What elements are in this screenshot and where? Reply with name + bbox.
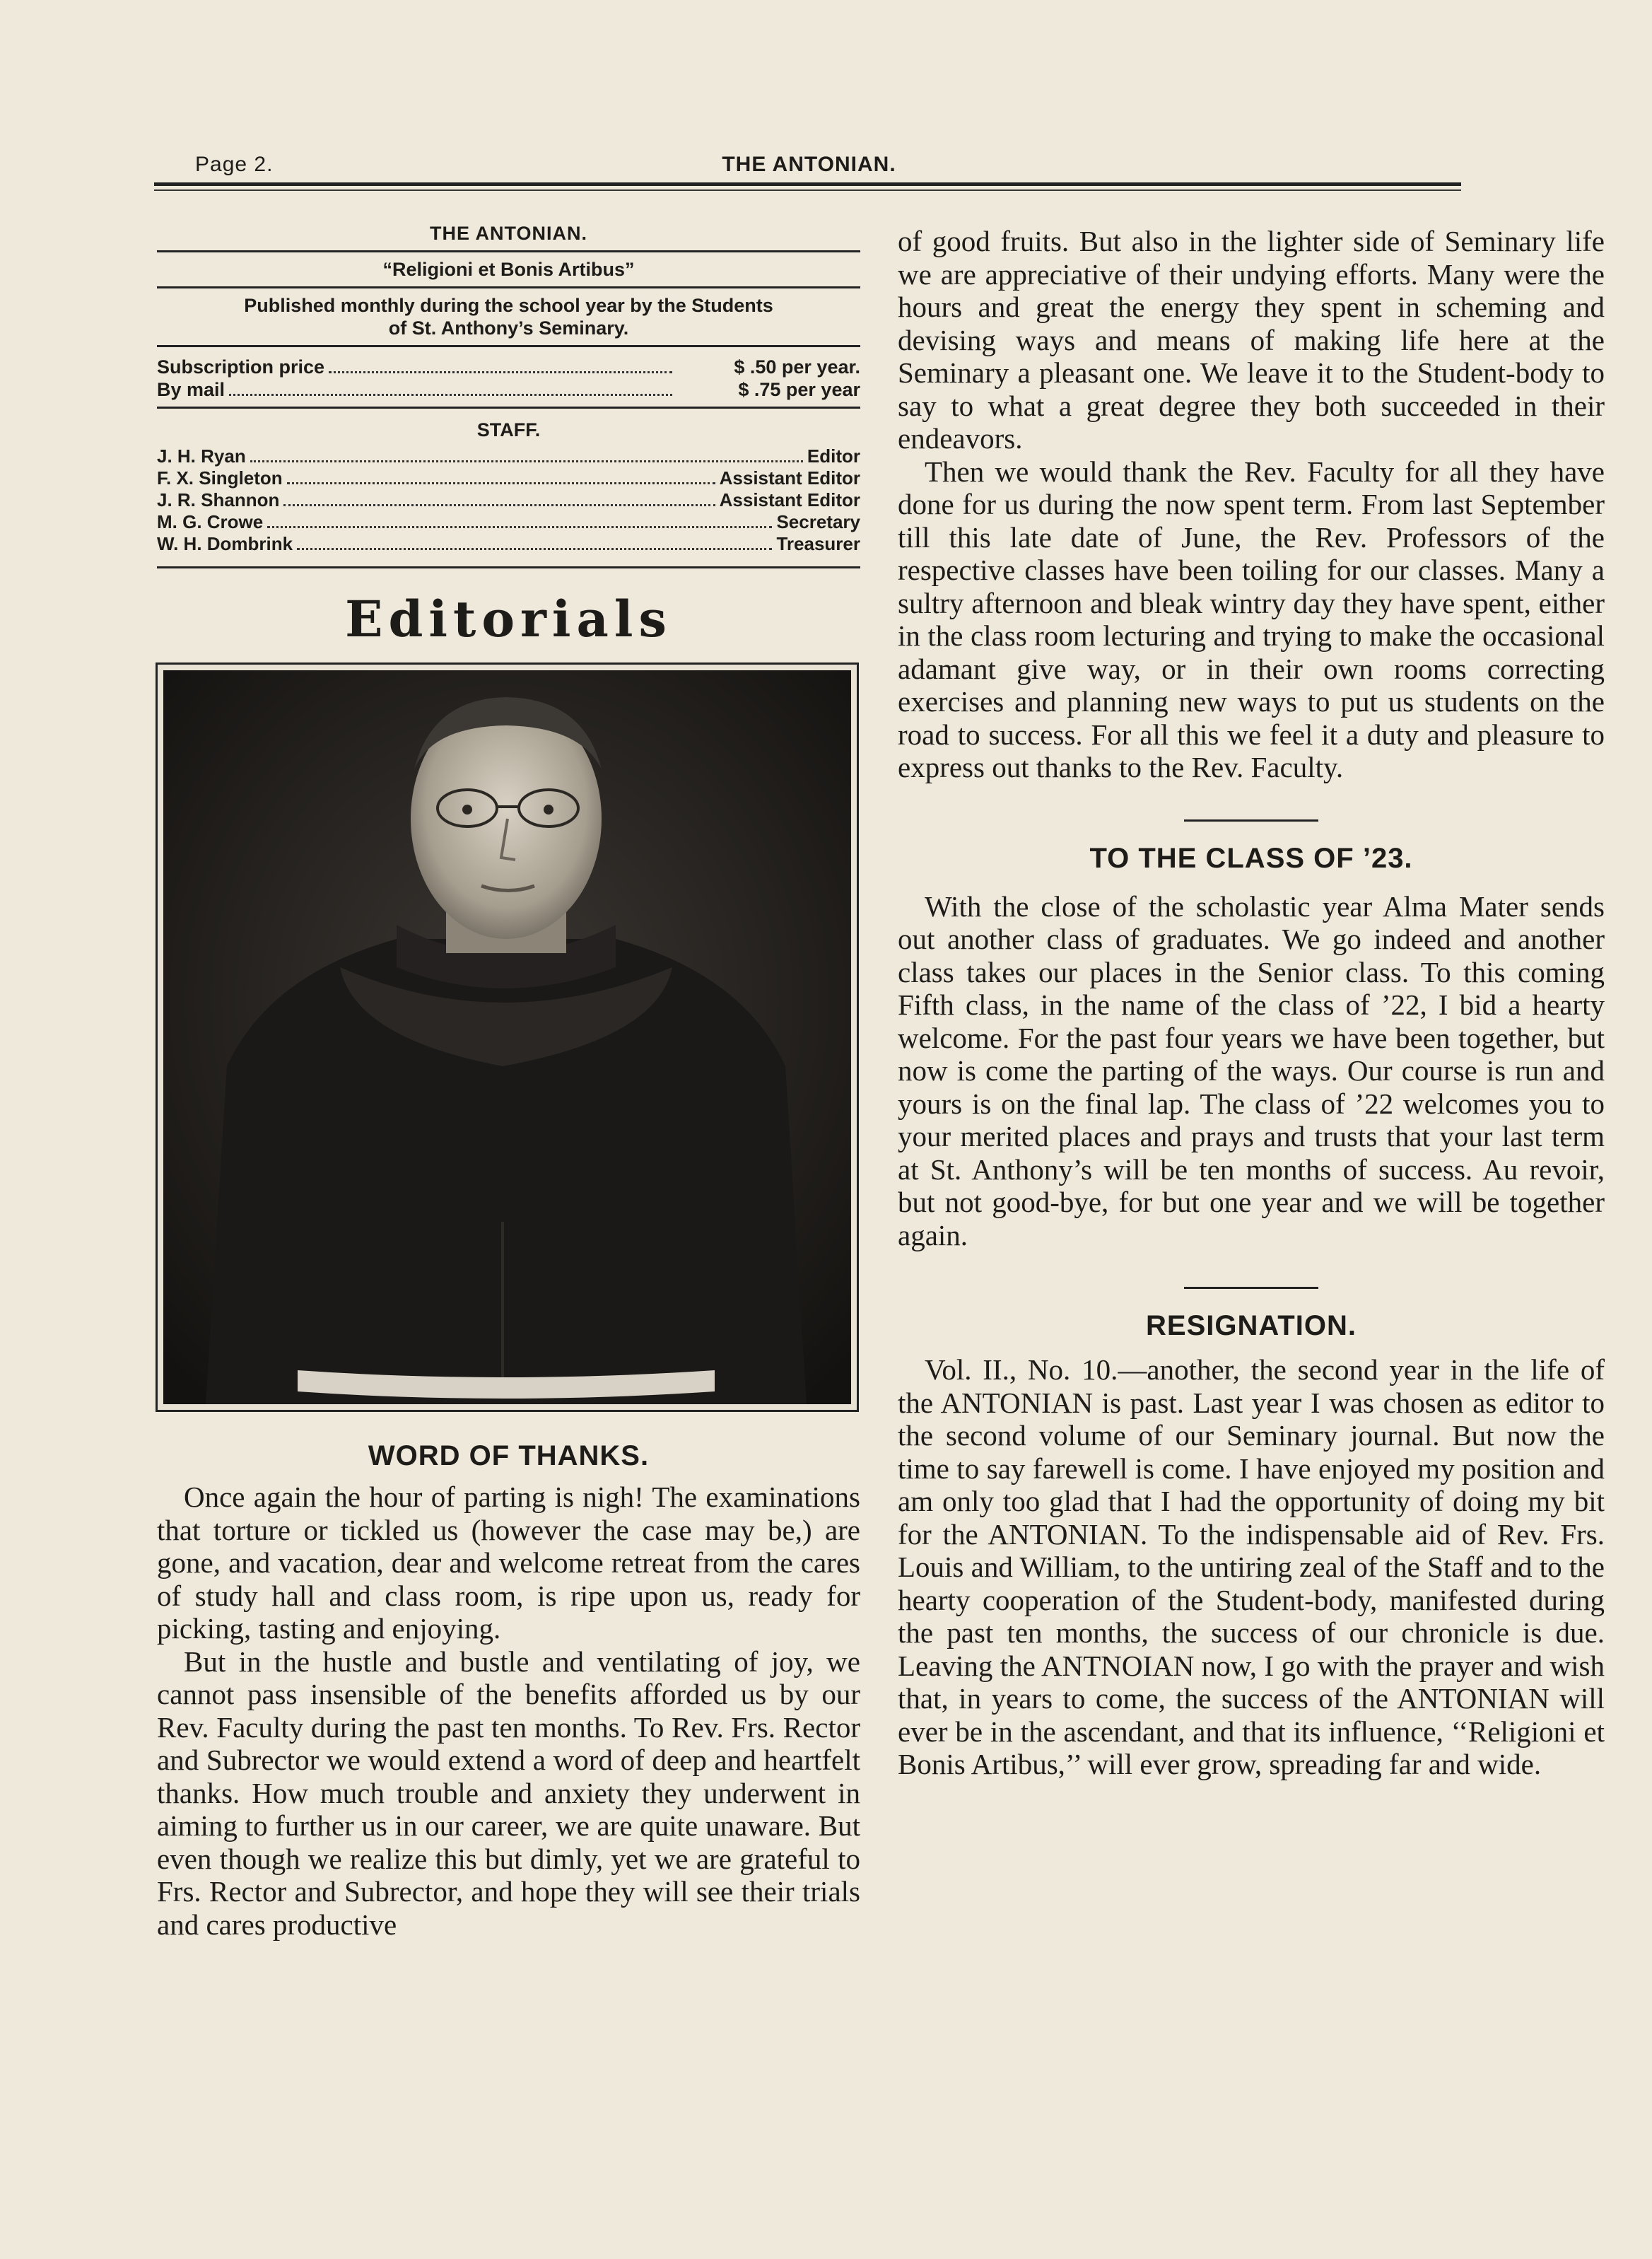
left-column <box>157 212 860 1941</box>
staff-role: Secretary <box>776 511 860 532</box>
staff-role: Treasurer <box>776 533 860 554</box>
section-divider <box>1184 819 1318 822</box>
staff-heading: STAFF. <box>476 419 541 440</box>
staff-row <box>157 533 860 555</box>
staff-name: J. H. Ryan <box>157 445 246 467</box>
word-of-thanks-article <box>157 1440 860 1941</box>
masthead <box>157 222 860 568</box>
article-heading: RESIGNATION. <box>1146 1310 1357 1341</box>
publisher-line: Published monthly during the school year by the Students <box>244 295 773 316</box>
staff-name: J. R. Shannon <box>157 489 280 510</box>
portrait-photo <box>163 670 851 1404</box>
section-divider <box>1184 1287 1318 1289</box>
paragraph: of good fruits. But also in the lighter side of Seminary life we are appreciative of their undying efforts. Many were the hours and great the energy they spent in scheming and devising ways and means of making life here at the Seminary a pleasant one. We leave it to the Student-body to say to what a great degree they both succeeded in their endeavors. <box>898 225 1605 455</box>
article-body <box>898 890 1605 1252</box>
price-label: Subscription price <box>157 356 325 378</box>
leader-dots <box>287 481 715 484</box>
price-amount: $ .75 per year <box>738 379 860 400</box>
article-heading: WORD OF THANKS. <box>368 1440 650 1471</box>
divider <box>157 407 860 409</box>
article-heading: TO THE CLASS OF ’23. <box>1089 842 1413 874</box>
continued-article-body <box>898 225 1605 784</box>
resignation-article <box>898 1310 1605 1781</box>
leader-dots <box>297 547 772 550</box>
portrait-frame <box>156 662 859 1412</box>
paragraph: Vol. II., No. 10.—another, the second year in the life of the ANTONIAN is past. Last year I was chosen as editor to the second volume of our Seminary journal. But now the time to say farewell is come. I have enjoyed my position and am only too glad that I had the opportunity of doing my bit for the ANTONIAN. To the indispensable aid of Rev. Frs. Louis and William, to the untiring zeal of the Staff and to the hearty cooperation of the Student-body, manifested during the past ten months, the success of our chronicle is due. Leaving the ANTNOIAN now, I go with the prayer and wish that, in years to come, the success of the ANTONIAN will ever be in the ascendant, and that its influence, ‘‘Religioni et Bonis Artibus,’’ will ever grow, spreading far and wide. <box>898 1353 1605 1780</box>
staff-role: Editor <box>807 445 860 467</box>
staff-role: Assistant Editor <box>719 489 860 510</box>
divider <box>157 286 860 288</box>
paragraph: Then we would thank the Rev. Faculty for all they have done for us during the now spent term. From last September till this late date of June, the Rev. Professors of the respective classes have been toiling for our classes. Many a sultry afternoon and bleak wintry day they have spent, either in the class room lecturing and trying to make the occasional adamant give way, or in their own rooms correcting exercises and planning new ways to put us students on the road to success. For all this we feel it a duty and pleasure to express out thanks to the Rev. Faculty. <box>898 455 1605 783</box>
divider <box>157 250 860 252</box>
publisher-line: of St. Anthony’s Seminary. <box>388 317 629 339</box>
price-label: By mail <box>157 379 225 400</box>
article-body <box>157 1481 860 1941</box>
staff-name: W. H. Dombrink <box>157 533 293 554</box>
leader-dots <box>267 525 772 528</box>
leader-dots <box>329 370 672 373</box>
staff-row <box>157 511 860 533</box>
staff-name: M. G. Crowe <box>157 511 264 532</box>
price-list <box>157 356 860 401</box>
staff-row <box>157 489 860 511</box>
masthead-motto: “Religioni et Bonis Artibus” <box>382 259 635 280</box>
page-number: Page 2. <box>195 153 274 176</box>
paragraph: Once again the hour of parting is nigh! The examinations that torture or tickled us (however the case may be,) are gone, and vacation, dear and welcome retreat from the cares of study hall and class room, is ripe upon us, ready for picking, tasting and enjoying. <box>157 1481 860 1645</box>
staff-role: Assistant Editor <box>719 467 860 489</box>
staff-name: F. X. Singleton <box>157 467 283 489</box>
staff-list <box>157 445 860 555</box>
header-rule <box>154 182 1461 186</box>
price-row <box>157 378 860 401</box>
paragraph: With the close of the scholastic year Alma Mater sends out another class of graduates. We go indeed and another class takes our places in the Senior class. To this coming Fifth class, in the name of the class of ’22, I bid a hearty welcome. For the past four years we have been together, but now is come the parting of the ways. Our course is run and yours is on the final lap. The class of ’22 welcomes you to your merited places and prays and trusts that your last term at St. Anthony’s will be ten months of success. Au revoir, but not good-bye, for but one year and we will be together again. <box>898 889 1605 1251</box>
price-amount: $ .50 per year. <box>734 356 860 378</box>
staff-row <box>157 445 860 467</box>
leader-dots <box>229 393 672 396</box>
header-rule-thin <box>154 189 1461 191</box>
class-of-23-article <box>898 843 1605 1252</box>
leader-dots <box>283 503 715 506</box>
price-row <box>157 356 860 378</box>
section-title: Editorials <box>345 590 672 648</box>
article-body <box>898 1353 1605 1781</box>
running-title: THE ANTONIAN. <box>722 153 896 176</box>
masthead-title: THE ANTONIAN. <box>429 223 587 244</box>
running-head <box>157 150 1461 178</box>
staff-row <box>157 467 860 489</box>
leader-dots <box>250 460 803 462</box>
right-column <box>898 225 1605 1781</box>
divider <box>157 345 860 347</box>
paragraph: But in the hustle and bustle and ventilating of joy, we cannot pass insensible of the benefits afforded us by our Rev. Faculty during the past ten months. To Rev. Frs. Rector and Subrector we would extend a word of deep and heartfelt thanks. How much trouble and anxiety they underwent in aiming to further us in our career, we are quite unaware. But even though we realize this but dimly, yet we are grateful to Frs. Rector and Subrector, and hope they will see their trials and cares productive <box>157 1645 860 1941</box>
divider <box>157 566 860 568</box>
